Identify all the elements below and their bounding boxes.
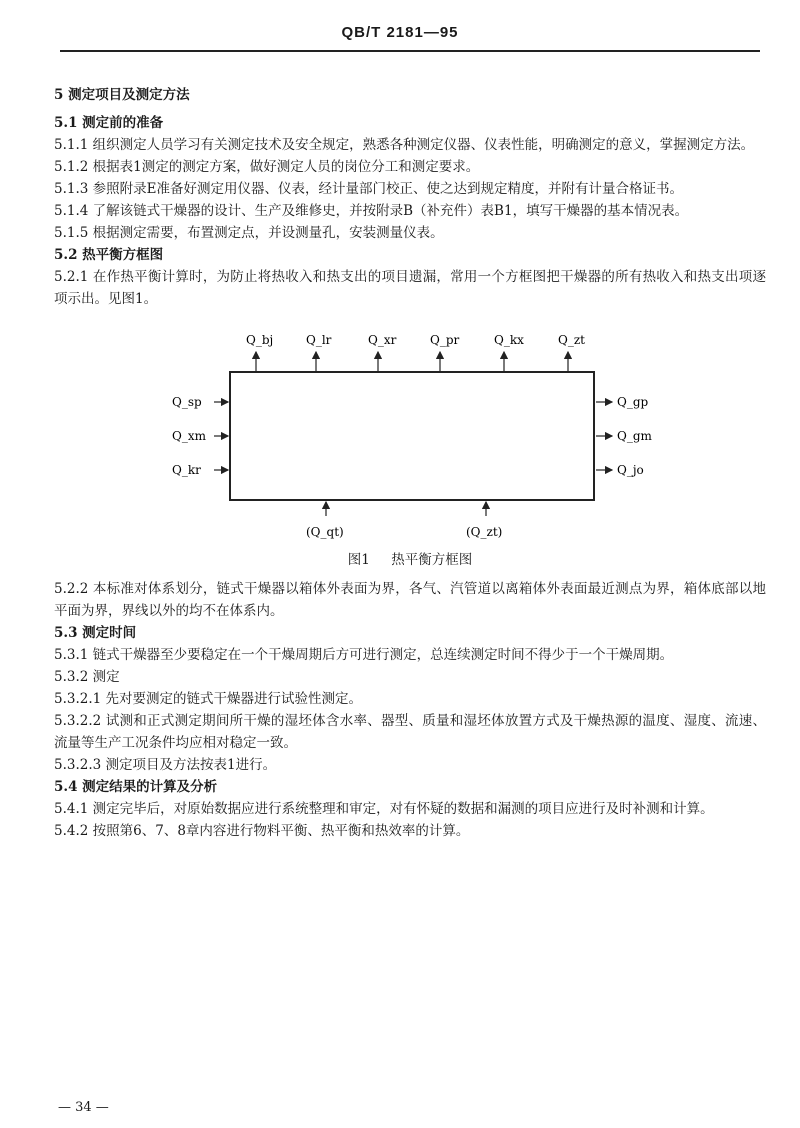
label-q-kr: Q_kr bbox=[172, 463, 201, 477]
label-q-pr: Q_pr bbox=[430, 333, 460, 347]
section-heading-5-3: 5.3 测定时间 bbox=[54, 625, 137, 641]
left-labels bbox=[172, 395, 207, 477]
heat-balance-svg bbox=[54, 310, 766, 550]
top-arrows bbox=[256, 352, 568, 372]
label-q-kx: Q_kx bbox=[494, 333, 524, 347]
paragraph-5-3-1: 5.3.1 链式干燥器至少要稳定在一个干燥周期后方可进行测定，总连续测定时间不得少于一个干燥周期。 bbox=[54, 647, 674, 663]
label-q-bj: Q_bj bbox=[246, 333, 274, 347]
paragraph-5-1-1: 5.1.1 组织测定人员学习有关测定技术及安全规定，熟悉各种测定仪器、仪表性能，明确测定的意义，掌握测定方法。 bbox=[54, 137, 755, 153]
label-q-gm: Q_gm bbox=[617, 429, 652, 443]
figure-title: 热平衡方框图 bbox=[391, 552, 473, 568]
paragraph-5-1-2: 5.1.2 根据表1测定的测定方案，做好测定人员的岗位分工和测定要求。 bbox=[54, 159, 480, 175]
paragraph-5-3-2-2: 5.3.2.2 试测和正式测定期间所干燥的湿坯体含水率、器型、质量和湿坯体放置方式及干燥热源的温度、湿度、流速、流量等生产工况条件均应相对稳定一致。 bbox=[54, 713, 766, 751]
document-body bbox=[54, 84, 766, 842]
section-heading-5-2: 5.2 热平衡方框图 bbox=[54, 247, 164, 263]
figure-caption bbox=[54, 548, 766, 568]
section-heading-5-4: 5.4 测定结果的计算及分析 bbox=[54, 779, 218, 795]
label-q-jo: Q_jo bbox=[617, 463, 644, 477]
heat-balance-diagram bbox=[54, 310, 766, 572]
page-number: — 34 — bbox=[58, 1100, 109, 1115]
paragraph-5-2-2: 5.2.2 本标准对体系划分，链式干燥器以箱体外表面为界，各气、汽管道以离箱体外表面最近测点为界，箱体底部以地平面为界，界线以外的均不在体系内。 bbox=[54, 581, 766, 619]
paragraph-5-4-2: 5.4.2 按照第6、7、8章内容进行物料平衡、热平衡和热效率的计算。 bbox=[54, 823, 470, 839]
paragraph-5-4-1: 5.4.1 测定完毕后，对原始数据应进行系统整理和审定，对有怀疑的数据和漏测的项目应进行及时补测和计算。 bbox=[54, 801, 714, 817]
bottom-labels bbox=[306, 525, 502, 539]
right-labels bbox=[617, 395, 653, 477]
label-q-zt-bottom: (Q_zt) bbox=[466, 525, 503, 539]
system-boundary-box bbox=[230, 372, 594, 500]
right-arrows bbox=[596, 402, 612, 470]
label-q-zt: Q_zt bbox=[558, 333, 585, 347]
bottom-arrows bbox=[326, 502, 486, 516]
label-q-qt: (Q_qt) bbox=[306, 525, 344, 539]
paragraph-5-3-2: 5.3.2 测定 bbox=[54, 669, 120, 685]
paragraph-5-1-3: 5.1.3 参照附录E准备好测定用仪器、仪表，经计量部门校正、使之达到规定精度，并附有计量合格证书。 bbox=[54, 181, 683, 197]
paragraph-5-3-2-3: 5.3.2.3 测定项目及方法按表1进行。 bbox=[54, 757, 277, 773]
left-arrows bbox=[214, 402, 228, 470]
section-heading-5-1: 5.1 测定前的准备 bbox=[54, 115, 164, 131]
label-q-gp: Q_gp bbox=[617, 395, 649, 409]
top-labels bbox=[246, 333, 585, 347]
paragraph-5-1-4: 5.1.4 了解该链式干燥器的设计、生产及维修史，并按附录B（补充件）表B1，填写干燥器的基本情况表。 bbox=[54, 203, 689, 219]
label-q-xr: Q_xr bbox=[368, 333, 397, 347]
header-rule bbox=[60, 50, 760, 52]
label-q-lr: Q_lr bbox=[306, 333, 332, 347]
paragraph-5-2-1: 5.2.1 在作热平衡计算时，为防止将热收入和热支出的项目遗漏，常用一个方框图把干燥器的所有热收入和热支出项逐项示出。见图1。 bbox=[54, 269, 766, 307]
paragraph-5-1-5: 5.1.5 根据测定需要，布置测定点，并设测量孔，安装测量仪表。 bbox=[54, 225, 444, 241]
section-heading-5: 5 测定项目及测定方法 bbox=[54, 87, 190, 103]
standard-code-header: QB/T 2181—95 bbox=[341, 24, 459, 41]
label-q-xm: Q_xm bbox=[172, 429, 206, 443]
paragraph-5-3-2-1: 5.3.2.1 先对要测定的链式干燥器进行试验性测定。 bbox=[54, 691, 363, 707]
figure-number: 图1 bbox=[347, 552, 370, 568]
label-q-sp: Q_sp bbox=[172, 395, 202, 409]
